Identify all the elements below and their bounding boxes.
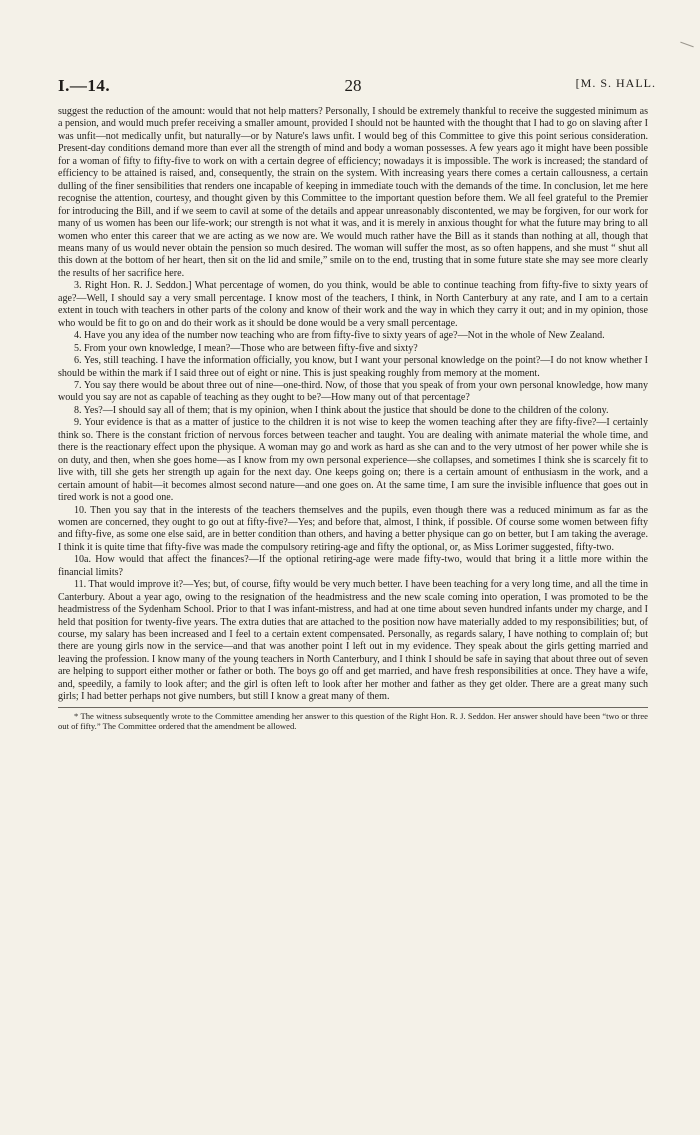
page-content: [58, 76, 656, 732]
paragraph: 9. Your evidence is that as a matter of justice to the children it is not wise to keep the women teaching after they are fifty-five?—I certainly think so. There is the constant friction of nervous forces between teacher and taught. You are dealing with animate material the whole time, and there is the reactionary effect upon the physique. A woman may go and work as hard as she can and to the very utmost of her power while she is on duty, and then, when she goes home—as I know from my own personal experience—she collapses, and sometimes I think she is scarcely fit to live with, till she gets her strength up again for the next day. One keeps going on; there is a certain amount of enthusiasm in the work, and a certain amount of habit—it becomes almost second nature—and one goes on. At the same time, I am sure the invisible influence that goes out in tired work is not a good one.: [58, 417, 648, 504]
footnote-text: * The witness subsequently wrote to the Committee amending her answer to this question of the Right Hon. R. J. Seddon. Her answer should have been “two or three out of fifty.” The Committee ordered that the amendment be allowed.: [58, 710, 648, 732]
paragraph: 7. You say there would be about three out of nine—one-third. Now, of those that you speak of from your own personal knowledge, how many would you say are not as capable of teaching as they ought to be?—How many out of that percentage?: [58, 379, 648, 404]
document-reference: I.—14.: [58, 76, 111, 95]
paragraph: 11. That would improve it?—Yes; but, of course, fifty would be very much better. I have been teaching for a very long time, and all the time in Canterbury. About a year ago, owing to the resignation of the headmistress and the new scale coming into operation, I was promoted to be the headmistress of the Sydenham School. Prior to that I was infant-mistress, and had at one time about seven hundred infants under my charge, and I held that position for twenty-five years. The extra duties that are attached to the position now have materially added to my responsibilities; but, of course, my salary has been increased and I feel to a certain extent compensated. Personally, as regards salary, I have nothing to complain of; but there are young girls now in the service—and that was another point I left out in my evidence. They speak about the girls getting married and leaving the profession. I know many of the young teachers in North Canterbury, and I think I should be safe in saying that about three out of seven are helping to support either mother or father or both. The boys go off and get married, and have fresh responsibilities at once. They have a wife, and, speedily, a family to look after; and the girl is often left to look after her mother and father as they get older. There are a great many such girls; I had better perhaps not give numbers, but still I know a great many of them.: [58, 579, 648, 703]
margin-mark: [680, 42, 693, 48]
evidence-text: [58, 106, 648, 704]
witness-name: [M. S. HALL.: [575, 76, 656, 90]
paragraph: 10. Then you say that in the interests of the teachers themselves and the pupils, even though there was a reduced minimum as far as the women are concerned, they ought to go out at fifty-five?—Yes; and before that, almost, I think, if possible. Of course some women between fifty and fifty-five, as some one else said, are in better condition than others, and having a better physique can go on better, but I am taking the average. I think it is quite time that fifty-five was made the compulsory retiring-age and fifty the optional, or, as Miss Lorimer suggested, fifty-two.: [58, 504, 648, 553]
paragraph: 10a. How would that affect the finances?—If the optional retiring-age were made fifty-two, would that bring it a little more within the financial limits?: [58, 554, 648, 578]
paragraph: 3. Right Hon. R. J. Seddon.] What percentage of women, do you think, would be able to continue teaching from fifty-five to sixty years of age?—Well, I should say a very small percentage. I know most of the teachers, I think, in North Canterbury at any rate, and I am to a certain extent in touch with teachers in other parts of the colony and know of their work and the way in which they carry it out; and in my opinion, those who would be fit to go on and do their work as it should be done would be a very small percentage.: [58, 280, 648, 329]
footnote-divider: [58, 707, 648, 708]
paragraph: suggest the reduction of the amount: would that not help matters? Personally, I should be extremely thankful to receive the suggested minimum as a pension, and would much prefer receiving a smaller amount, provided I should not be haunted with the thought that I had to go on slaving after I was unfit—not medically unfit, but naturally—or by Nature's laws unfit. I would beg of this Committee to give this point serious consideration. Present-day conditions demand more than ever all the strength of mind and body a woman possesses. A few years ago it might have been possible for a woman of fifty to fifty-five to work on with a certain degree of efficiency; nowadays it is impossible. The work is increased; the standard of efficiency to be attained is raised, and, consequently, the strain on the system. With increasing years there comes a certain callousness, a certain dulling of the finer sensibilities that renders one incapable of keeping in immediate touch with the demands of the time. In conclusion, let me here recognise the attention, courtesy, and thought given by this Committee to the important question before them. We all feel grateful to the Premier for introducing the Bill, and if we seem to cavil at some of the details and appear unreasonably discontented, we may be forgiven, for our work for many of us women has been our life-work; our strength is not what it was, and it is merely in anxious thought for what the future may bring to all women who enter this career that we are acting as we now are. We would much rather have the Bill as it stands than nothing at all, though that means many of us would never obtain the pension so much desired. The woman will suffer the most, as so often happens, and she must “ shut all this down at the bottom of her heart, then sit on the lid and smile,” smile on to the end, trusting that in some future state she may see more clearly the results of her sacrifice here.: [58, 106, 648, 279]
paragraph: 5. From your own knowledge, I mean?—Those who are between fifty-five and sixty?: [74, 342, 418, 354]
paragraph: 6. Yes, still teaching. I have the information officially, you know, but I want your personal knowledge on the point?—I do not know whether I should be within the mark if I said three out of eight or nine. This is just speaking roughly from memory at the moment.: [58, 355, 648, 379]
running-header: [58, 76, 656, 96]
paragraph: 8. Yes?—I should say all of them; that is my opinion, when I think about the justice that should be done to the children of the colony.: [74, 404, 609, 416]
paragraph: 4. Have you any idea of the number now teaching who are from fifty-five to sixty years of age?—Not in the whole of New Zealand.: [74, 330, 605, 342]
page-number: 28: [344, 76, 362, 95]
footnote: [58, 711, 648, 732]
